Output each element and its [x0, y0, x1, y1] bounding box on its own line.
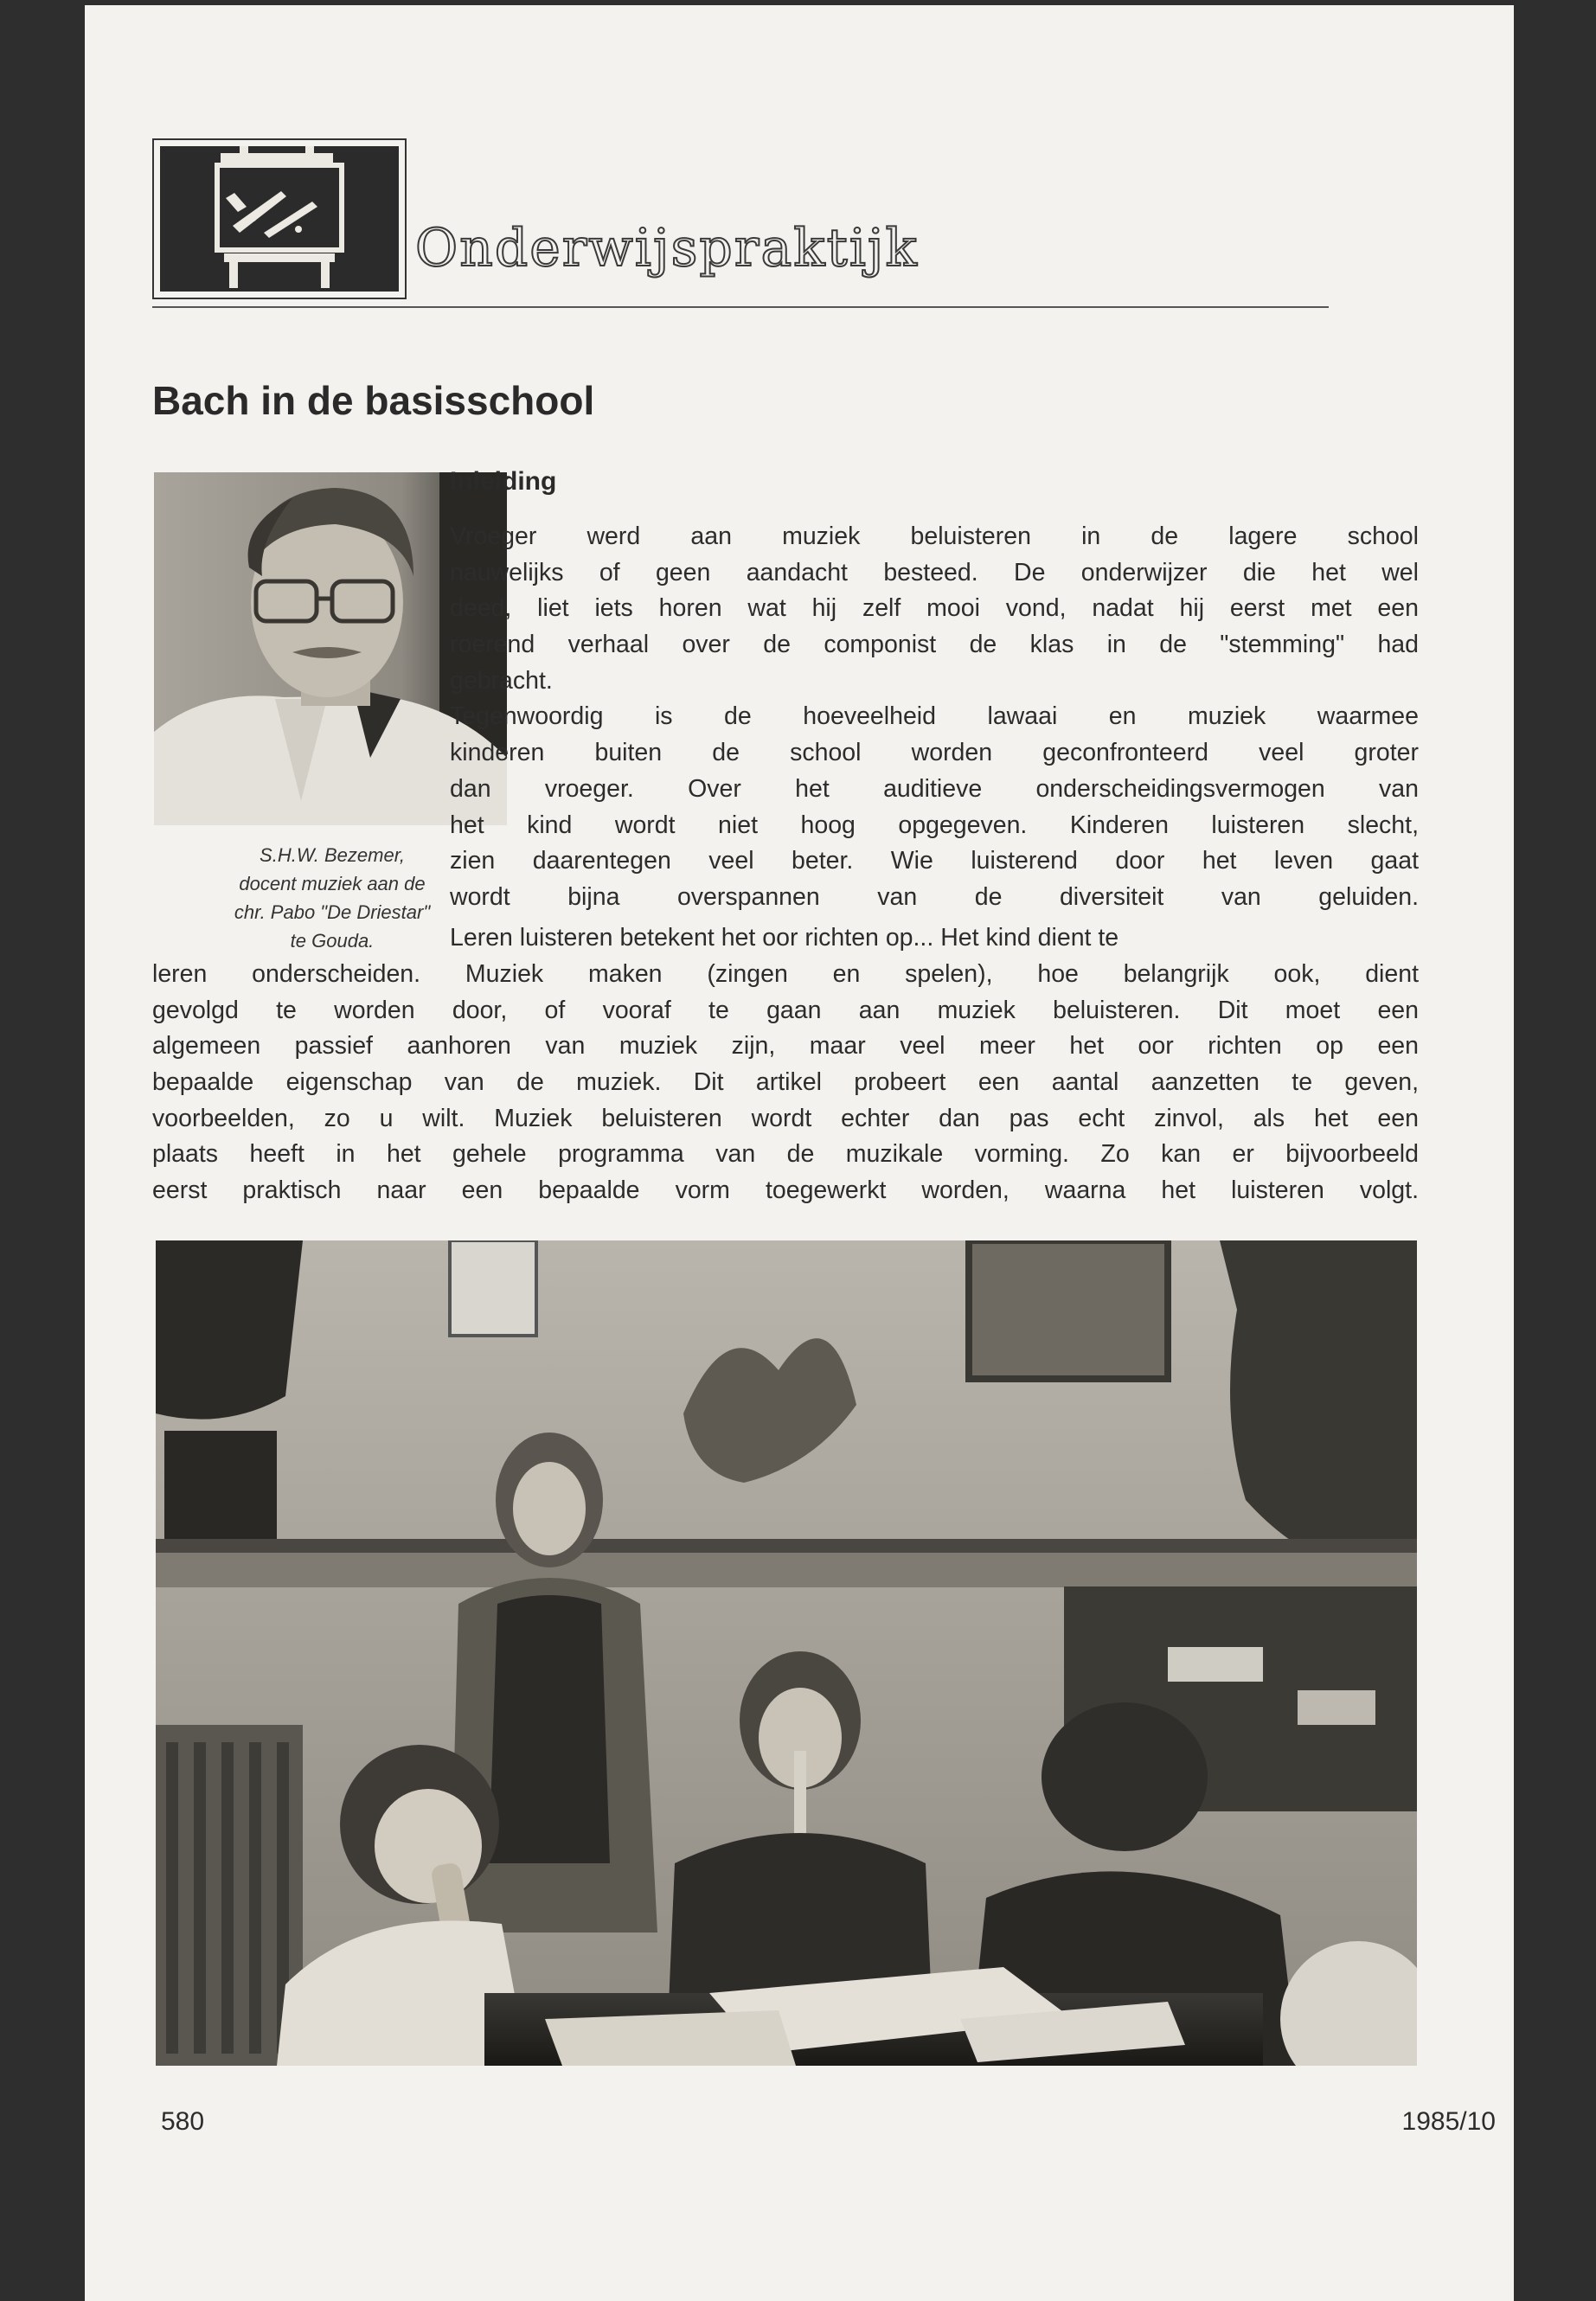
text-line: voorbeelden, zo u wilt. Muziek beluisteren wordt echter dan pas echt zinvol, als het een [152, 1104, 1419, 1132]
issue-number: 1985/10 [1401, 2107, 1496, 2136]
section-subheading: Inleiding [450, 467, 557, 496]
text-line: plaats heeft in het gehele programma van de muzikale vorming. Zo kan er bijvoorbeeld [152, 1140, 1419, 1169]
caption-line: chr. Pabo "De Driestar" [234, 901, 431, 923]
text-line: eerst praktisch naar een bepaalde vorm toegewerkt worden, waarna het luisteren volgt. [152, 1176, 1419, 1205]
caption-line: S.H.W. Bezemer, [260, 844, 405, 866]
header-divider [152, 306, 1329, 308]
text-line: kinderen buiten de school worden geconfronteerd veel groter [450, 739, 1419, 767]
text-line: deed, liet iets horen wat hij zelf mooi vond, nadat hij eerst met een [450, 594, 1419, 623]
caption-line: docent muziek aan de [239, 873, 426, 894]
text-line-lead: Leren luisteren betekent het oor richten op... Het kind dient te [450, 924, 1119, 952]
text-line: gebracht. [450, 666, 553, 695]
classroom-photo [156, 1240, 1417, 2066]
text-line: algemeen passief aanhoren van muziek zijn, maar veel meer het oor richten op een [152, 1032, 1419, 1061]
intro-text-narrow [450, 519, 1419, 916]
caption-line: te Gouda. [290, 930, 375, 952]
text-line: nauwelijks of geen aandacht besteed. De onderwijzer die het wel [450, 558, 1419, 586]
section-logo [152, 138, 407, 299]
text-line: het kind wordt niet hoog opgegeven. Kinderen luisteren slecht, [450, 811, 1419, 839]
text-line: Vroeger werd aan muziek beluisteren in de lagere school [450, 522, 1419, 550]
text-line: dan vroeger. Over het auditieve onderscheidingsvermogen van [450, 774, 1419, 803]
text-line: gevolgd te worden door, of vooraf te gaan aan muziek beluisteren. Dit moet een [152, 996, 1419, 1024]
article-title: Bach in de basisschool [152, 378, 595, 423]
text-line: wordt bijna overspannen van de diversiteit van geluiden. [450, 882, 1419, 911]
text-line: bepaalde eigenschap van de muziek. Dit artikel probeert een aantal aanzetten te geven, [152, 1068, 1419, 1097]
easel-board-icon [160, 146, 399, 292]
text-line: Tegenwoordig is de hoeveelheid lawaai en muziek waarmee [450, 702, 1419, 731]
text-line: zien daarentegen veel beter. Wie luisterend door het leven gaat [450, 847, 1419, 875]
text-line: roerend verhaal over de componist de klas in de "stemming" had [450, 631, 1419, 659]
text-line: leren onderscheiden. Muziek maken (zingen en spelen), hoe belangrijk ook, dient [152, 960, 1419, 988]
intro-text-full [152, 957, 1419, 1209]
section-title: Onderwijspraktijk [415, 218, 919, 279]
page-number: 580 [161, 2107, 205, 2136]
